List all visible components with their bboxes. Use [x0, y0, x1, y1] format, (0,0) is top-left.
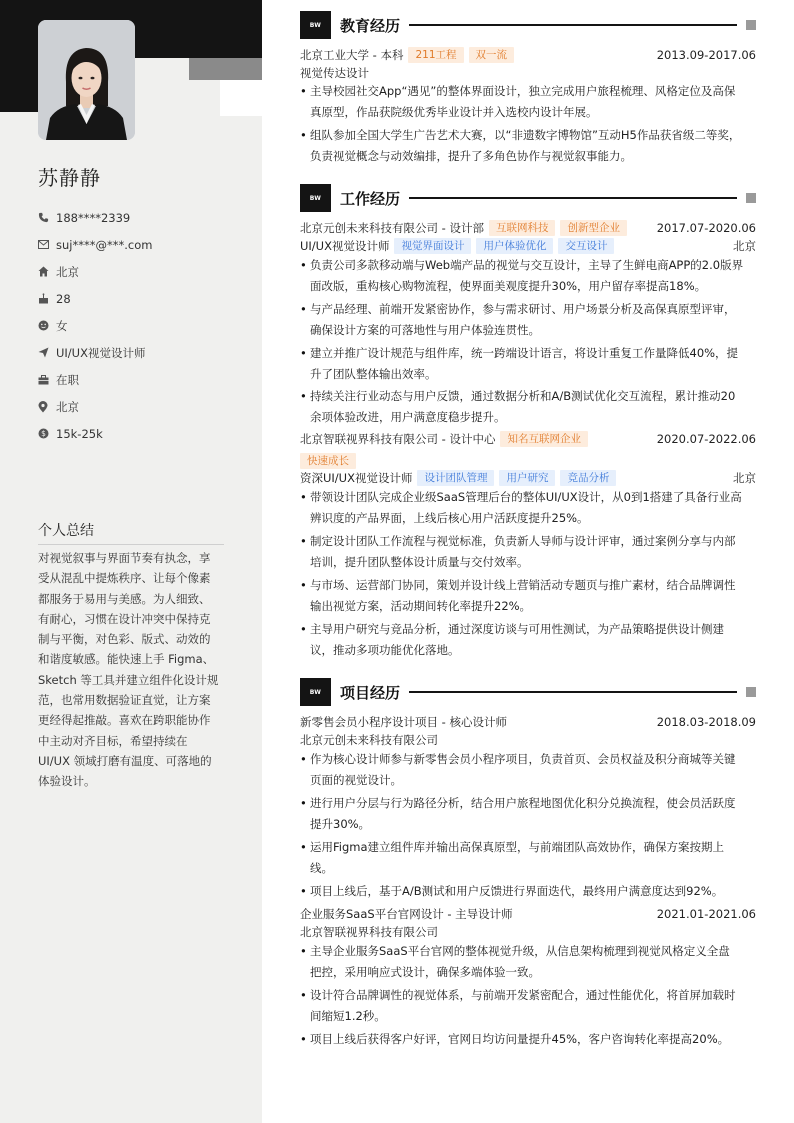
phone-icon: [38, 212, 56, 224]
education-bullet: [300, 125, 756, 166]
position-tag: 竞品分析: [560, 470, 616, 486]
work-header: [300, 184, 756, 212]
summary-line: 范，也常用数据验证直觉，让方案: [38, 693, 211, 708]
position-tag: 用户体验优化: [476, 238, 553, 254]
briefcase-icon: [38, 374, 56, 386]
bullet-line: • 项目上线后，基于A/B测试和用户反馈进行界面迭代，最终用户满意度达到92%。: [310, 884, 724, 898]
project-company-row: [300, 731, 756, 749]
job-bullet: [300, 255, 756, 296]
project-bullet: [300, 749, 756, 790]
location-text: 北京: [56, 399, 79, 414]
summary-line: 制与平衡，对色彩、版式、动效的: [38, 632, 211, 647]
bullet-line: • 主导校园社交App“遇见”的整体界面设计，独立完成用户旅程梳理、风格定位及高保: [310, 84, 736, 98]
bullet-line: • 设计符合品牌调性的视觉体系，与前端开发紧密配合，通过性能优化，将首屏加载时: [310, 988, 736, 1002]
position-text: UI/UX视觉设计师: [56, 345, 146, 360]
section-divider: [409, 24, 737, 26]
project-company-row: [300, 923, 756, 941]
project-name: 企业服务SaaS平台官网设计 - 主导设计师: [300, 907, 513, 921]
section-square-marker: [746, 687, 756, 697]
status-text: 在职: [56, 372, 79, 387]
svg-text:$: $: [41, 429, 46, 439]
bullet-line: 页面的视觉设计。: [310, 772, 402, 787]
bullet-line: 间缩短1.2秒。: [310, 1008, 386, 1023]
project-bullet: [300, 941, 756, 982]
bullet-line: • 作为核心设计师参与新零售会员小程序项目，负责首页、会员权益及积分商城等关键: [310, 752, 736, 766]
info-status: [38, 366, 238, 393]
position-name: 资深UI/UX视觉设计师: [300, 471, 413, 485]
summary-line: 更经得起推敲。喜欢在跨职能协作: [38, 713, 211, 728]
bullet-line: • 主导用户研究与竞品分析，通过深度访谈与可用性测试，为产品策略提供设计侧建: [310, 622, 724, 636]
face-icon: [38, 320, 56, 332]
project-name-row: [300, 905, 756, 923]
bullet-line: 培训，提升团队整体设计质量与交付效率。: [310, 554, 529, 569]
job-city: 北京: [733, 471, 756, 485]
project-name-row: [300, 713, 756, 731]
section-square-marker: [746, 193, 756, 203]
job-position-row: [300, 469, 756, 487]
bullet-line: 确保设计方案的可落地性与用户体验连贯性。: [310, 322, 540, 337]
bullet-line: • 进行用户分层与行为路径分析，结合用户旅程地图优化积分兑换流程，使会员活跃度: [310, 796, 736, 810]
project-bullet: [300, 837, 756, 878]
job-bullet: [300, 343, 756, 384]
job-bullet: [300, 531, 756, 572]
decor-gray-band: [189, 58, 262, 80]
avatar-photo: [38, 20, 135, 140]
summary-title: 个人总结: [38, 520, 224, 545]
education-date: 2013.09-2017.06: [656, 48, 756, 62]
info-age: [38, 285, 238, 312]
cake-icon: [38, 293, 56, 305]
project-bullet: [300, 793, 756, 834]
bullet-line: • 项目上线后获得客户好评，官网日均访问量提升45%，客户咨询转化率提高20%。: [310, 1032, 730, 1046]
summary-line: 有耐心，习惯在设计冲突中保持克: [38, 611, 211, 626]
company-name: 北京元创未来科技有限公司 - 设计部: [300, 221, 484, 235]
summary-text: [38, 548, 224, 792]
mail-icon: [38, 239, 56, 251]
salary-icon: [38, 428, 56, 440]
bullet-line: • 带领设计团队完成企业级SaaS管理后台的整体UI/UX设计，从0到1搭建了具备行业高: [310, 490, 742, 504]
info-location: [38, 393, 238, 420]
summary-line: 中主动对齐目标，希望持续在: [38, 733, 188, 748]
section-badge: BW: [300, 11, 331, 39]
bullet-line: 提升30%。: [310, 816, 371, 831]
education-school-row: [300, 46, 756, 64]
job-bullet: [300, 619, 756, 660]
project-date: 2018.03-2018.09: [656, 715, 756, 729]
send-icon: [38, 347, 56, 359]
bullet-line: • 建立并推广设计规范与组件库，统一跨端设计语言，将设计重复工作量降低40%，提: [310, 346, 739, 360]
summary-line: 和谐度敏感。能快速上手 Figma、: [38, 652, 215, 667]
home-icon: [38, 266, 56, 278]
education-header: [300, 11, 756, 39]
major-name: 视觉传达设计: [300, 66, 369, 80]
bullet-line: • 主导企业服务SaaS平台官网的整体视觉升级，从信息架构梳理到视觉风格定义全盘: [310, 944, 730, 958]
bullet-line: 把控，采用响应式设计，确保多端体验一致。: [310, 964, 540, 979]
school-tag: 211工程: [408, 47, 463, 63]
school-name: 北京工业大学 - 本科: [300, 48, 404, 62]
company-tag: 互联网科技: [489, 220, 556, 236]
projects-header: [300, 678, 756, 706]
position-tag: 交互设计: [558, 238, 614, 254]
job-bullet: [300, 299, 756, 340]
section-square-marker: [746, 20, 756, 30]
work-title: 工作经历: [340, 189, 401, 208]
summary-line: 对视觉叙事与界面节奏有执念，享: [38, 551, 211, 565]
section-badge: BW: [300, 184, 331, 212]
salary-text: 15k-25k: [56, 426, 103, 441]
section-divider: [409, 197, 737, 199]
info-position: [38, 339, 238, 366]
info-salary: [38, 420, 238, 447]
email-text: suj****@***.com: [56, 237, 153, 252]
position-tag: 用户研究: [499, 470, 555, 486]
decor-white-block: [220, 80, 262, 116]
bullet-line: 升了团队整体输出效率。: [310, 366, 437, 381]
contact-info-list: [38, 204, 238, 447]
summary-line: UI/UX 领域打磨有温度、可落地的: [38, 753, 212, 768]
bullet-line: • 组队参加全国大学生广告艺术大赛，以“非遗数字博物馆”互动H5作品获省级二等奖，: [310, 128, 741, 142]
job-company-row: [300, 219, 756, 237]
bullet-line: • 运用Figma建立组件库并输出高保真原型，与前端团队高效协作，确保方案按期上: [310, 840, 725, 854]
education-bullet: [300, 81, 756, 122]
project-bullet: [300, 1029, 756, 1050]
bullet-line: • 与产品经理、前端开发紧密协作，参与需求研讨、用户场景分析及高保真原型评审，: [310, 302, 736, 316]
job-bullet: [300, 575, 756, 616]
candidate-name: 苏静静: [38, 166, 101, 190]
summary-line: 都服务于易用与美感。为人细致、: [38, 591, 211, 606]
gender-text: 女: [56, 318, 68, 333]
job-bullet: [300, 386, 756, 427]
job-position-row: [300, 237, 756, 255]
project-date: 2021.01-2021.06: [656, 907, 756, 921]
bullet-line: • 持续关注行业动态与用户反馈，通过数据分析和A/B测试优化交互流程，累计推动20: [310, 389, 736, 403]
bullet-line: 余项体验改进，用户满意度稳步提升。: [310, 409, 506, 424]
project-bullet: [300, 985, 756, 1026]
section-divider: [409, 691, 737, 693]
company-tag: 创新型企业: [560, 220, 627, 236]
bullet-line: • 制定设计团队工作流程与视觉标准，负责新人导师与设计评审，通过案例分享与内部: [310, 534, 736, 548]
info-email: [38, 231, 238, 258]
decor-black-block: [0, 58, 38, 112]
bullet-line: 面改版，重构核心购物流程，使界面美观度提升30%，用户留存率提高18%。: [310, 278, 707, 293]
project-name: 新零售会员小程序设计项目 - 核心设计师: [300, 715, 507, 729]
position-tag: 设计团队管理: [417, 470, 494, 486]
bullet-line: • 负责公司多款移动端与Web端产品的视觉与交互设计，主导了生鲜电商APP的2.0版界: [310, 258, 744, 272]
summary-line: Sketch 等工具并建立组件化设计规: [38, 672, 219, 687]
job-city: 北京: [733, 239, 756, 253]
education-title: 教育经历: [340, 16, 401, 35]
company-tag: 知名互联网企业: [500, 431, 588, 447]
city-text: 北京: [56, 264, 79, 279]
company-tag: 快速成长: [300, 453, 356, 469]
bullet-line: 线。: [310, 860, 333, 875]
company-name: 北京智联视界科技有限公司 - 设计中心: [300, 432, 496, 446]
position-name: UI/UX视觉设计师: [300, 239, 390, 253]
info-gender: [38, 312, 238, 339]
section-badge: BW: [300, 678, 331, 706]
phone-text: 188****2339: [56, 210, 131, 225]
bullet-line: 负责视觉概念与动效编排，提升了多角色协作与视觉叙事能力。: [310, 148, 632, 163]
job-date: 2017.07-2020.06: [656, 221, 756, 235]
job-bullet: [300, 487, 756, 528]
info-city: [38, 258, 238, 285]
location-pin-icon: [38, 401, 56, 413]
projects-title: 项目经历: [340, 683, 401, 702]
bullet-line: 输出视觉方案，活动期间转化率提升22%。: [310, 598, 532, 613]
sidebar: [0, 0, 262, 1123]
bullet-line: • 与市场、运营部门协同，策划并设计线上营销活动专题页与推广素材，结合品牌调性: [310, 578, 736, 592]
summary-line: 体验设计。: [38, 774, 96, 789]
age-text: 28: [56, 291, 71, 306]
info-phone: [38, 204, 238, 231]
job-company-row: [300, 430, 756, 448]
project-company: 北京智联视界科技有限公司: [300, 925, 438, 939]
job-extra-tag-row: [300, 452, 756, 470]
project-company: 北京元创未来科技有限公司: [300, 733, 438, 747]
job-date: 2020.07-2022.06: [656, 432, 756, 446]
school-tag: 双一流: [469, 47, 515, 63]
education-major-row: [300, 64, 756, 82]
bullet-line: 议，推动多项功能优化落地。: [310, 642, 460, 657]
summary-line: 受从混乱中提炼秩序、让每个像素: [38, 571, 211, 586]
position-tag: 视觉界面设计: [394, 238, 471, 254]
bullet-line: 辨识度的产品界面，上线后核心用户活跃度提升25%。: [310, 510, 589, 525]
bullet-line: 真原型，作品获院级优秀毕业设计并入选校内设计年展。: [310, 104, 598, 119]
project-bullet: [300, 881, 756, 902]
